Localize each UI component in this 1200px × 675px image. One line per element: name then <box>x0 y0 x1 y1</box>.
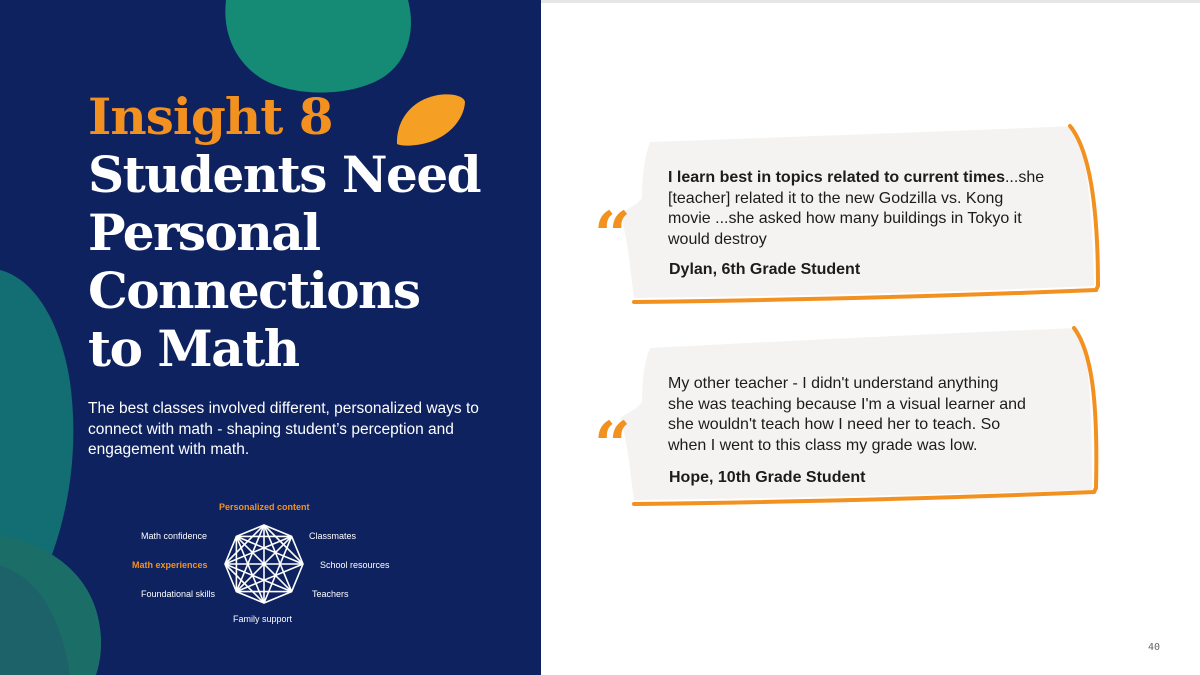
quote-1-bold-lead: I learn best in topics related to current times <box>668 169 1005 186</box>
diagram-label-right-bottom: Teachers <box>312 589 349 599</box>
heading-line-1: Students Need <box>88 145 481 204</box>
network-diagram-icon <box>222 522 306 606</box>
description: The best classes involved different, personalized ways to connect with math - shaping student’s perception and engagement with math. <box>88 400 479 458</box>
diagram-label-right-top: Classmates <box>309 531 357 541</box>
top-border <box>541 0 1200 3</box>
diagram-label-left-bottom: Foundational skills <box>141 589 216 599</box>
diagram-label-bottom: Family support <box>233 614 293 624</box>
quote-1-line-3: movie ...she asked how many buildings in Tokyo it <box>668 210 1022 227</box>
quote-2-line-3: she wouldn't teach how I need her to teach. So <box>668 416 1001 433</box>
insight-label: Insight 8 <box>88 87 333 146</box>
heading-line-3: Connections <box>88 261 420 320</box>
page-number: 40 <box>1148 642 1161 653</box>
diagram-label-left-mid: Math experiences <box>132 560 208 570</box>
quote-2-line-2: she was teaching because I'm a visual learner and <box>668 395 1026 413</box>
quote-mark-2: “ <box>594 408 631 483</box>
quote-2-author: Hope, 10th Grade Student <box>669 469 866 486</box>
left-panel <box>0 0 541 675</box>
heading-line-2: Personal <box>88 203 320 262</box>
quote-1-text <box>668 168 1088 250</box>
quote-mark-1: “ <box>594 198 631 273</box>
quote-2-line-1: My other teacher - I didn't understand anything <box>668 375 999 392</box>
quote-2-text <box>668 374 1088 456</box>
quote-1-line-2: [teacher] related it to the new Godzilla vs. Kong <box>668 189 1004 207</box>
heading-line-4: to Math <box>88 319 299 378</box>
diagram-label-left-top: Math confidence <box>141 531 208 541</box>
quote-1-author: Dylan, 6th Grade Student <box>669 261 861 278</box>
diagram-label-top: Personalized content <box>219 502 310 512</box>
quote-1-line-4: would destroy <box>668 230 767 248</box>
diagram-label-right-mid: School resources <box>320 560 390 570</box>
quote-2-line-4: when I went to this class my grade was low. <box>668 436 978 454</box>
teal-blob-bottom <box>0 535 110 675</box>
quote-1-line-1-rest: ...she <box>1004 169 1045 186</box>
teal-blob-left <box>0 270 90 580</box>
teal-blob-top <box>220 0 420 100</box>
leaf-icon <box>394 92 468 148</box>
